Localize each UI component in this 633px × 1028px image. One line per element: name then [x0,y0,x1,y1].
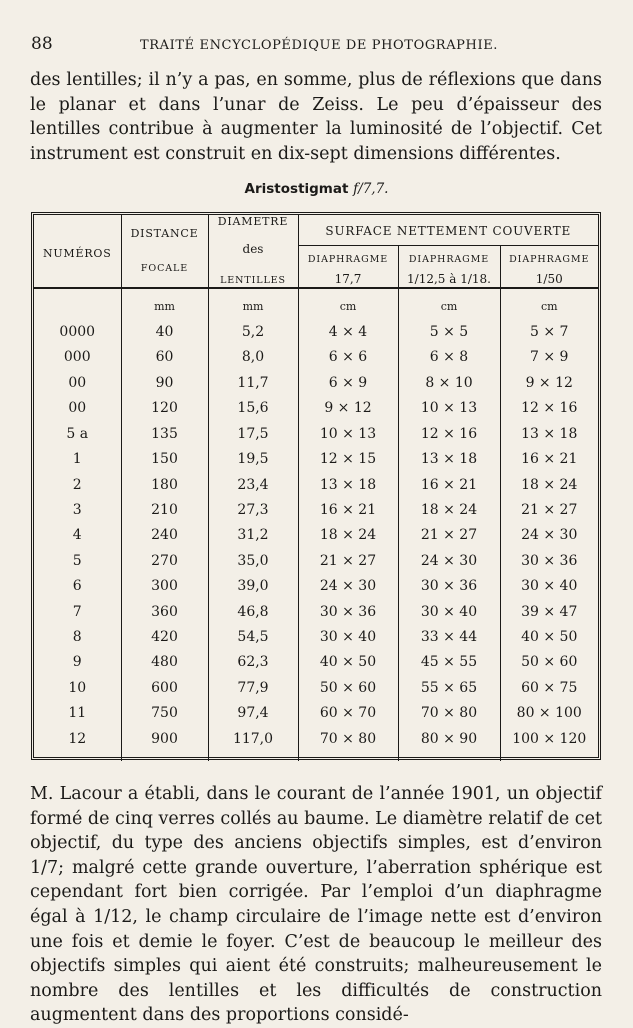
table-cell: 16 × 21 [398,472,500,497]
caption-name: Aristostigmat [244,181,349,197]
table-cell: 21 × 27 [521,501,578,518]
table-cell: 7 × 9 [530,349,569,366]
table-cell: 70 × 80 [298,726,398,751]
table-cell: 180 [121,472,208,497]
table-cell: 5 × 7 [530,323,569,340]
table-cell: 11 [34,701,121,726]
table-cell: 7 [34,599,121,624]
table-cell: 60 [121,345,208,370]
table-cell: 13 × 18 [521,425,578,442]
table-cell: 13 × 18 [298,472,398,497]
table-cell: 5 × 5 [398,319,500,344]
table-cell: 70 × 80 [398,701,500,726]
table-cell: 60 × 75 [521,679,578,696]
header-surface: SURFACE NETTEMENT COUVERTE [298,215,598,245]
table-cell: 300 [121,573,208,598]
header-numeros: NUMÉROS [34,215,121,288]
table-cell: 15,6 [208,396,298,421]
table-cell: 12 × 15 [298,446,398,471]
table-cell: 24 × 30 [398,548,500,573]
table-cell: 18 × 24 [521,476,578,493]
unit-cell: cm [298,288,398,319]
table-cell: 30 × 40 [521,578,578,595]
table-cell: 6 [34,573,121,598]
table-cell: 39,0 [208,573,298,598]
table-row [34,701,598,726]
table-row [34,421,598,446]
table-cell: 54,5 [208,624,298,649]
table-cell: 50 × 60 [298,675,398,700]
table-cell: 80 × 100 [516,705,582,722]
table-row [34,497,598,522]
table-cell: 210 [121,497,208,522]
table-cell: 12 × 16 [521,400,578,417]
table-cell: 55 × 65 [398,675,500,700]
table-cell: 00 [34,370,121,395]
table-cell: 5 a [34,421,121,446]
table-cell: 8,0 [208,345,298,370]
table-row [34,726,598,751]
table-cell: 420 [121,624,208,649]
table-cell: 40 × 50 [298,650,398,675]
table-cell: 30 × 36 [298,599,398,624]
header-diaphragme-2: DIAPHRAGME 1/12,5 à 1/18. [398,245,500,288]
page-number: 88 [31,34,53,54]
table-cell: 117,0 [208,726,298,751]
table-cell: 46,8 [208,599,298,624]
table-cell: 18 × 24 [398,497,500,522]
table-cell: 4 × 4 [298,319,398,344]
header-distance: DISTANCE FOCALE [121,215,208,288]
table-cell: 21 × 27 [298,548,398,573]
table-row [34,319,598,344]
header-diametre: DIAMETRE des LENTILLES [208,215,298,288]
unit-cell: cm [398,288,500,319]
table-cell: 24 × 30 [298,573,398,598]
table-cell: 10 × 13 [398,396,500,421]
header-diaphragme-1: DIAPHRAGME 17,7 [298,245,398,288]
unit-cell: mm [208,288,298,319]
table-cell: 19,5 [208,446,298,471]
table-cell: 27,3 [208,497,298,522]
table-cell: 100 × 120 [512,730,587,747]
table-cell: 18 × 24 [298,523,398,548]
paragraph-2: M. Lacour a établi, dans le courant de l’année 1901, un objectif formé de cinq verres collés au baume. Le diamètre relatif de cet objectif, du type des anciens objectifs simples, est d’environ 1/7; malgré cette grande ouverture, l’aberration sphérique est cependant fort bien corrigée. Par l’emploi d’un diaphragme égal à 1/12, le champ circulaire de l’image nette est d’environ une fois et demie le foyer. C’est de beaucoup le meilleur des objectifs simples qui aient été construits; malheureusement le nombre des lentilles et les difficultés de construction augmentent dans des proportions considé- [30,784,602,1026]
table-cell: 62,3 [208,650,298,675]
table-cell: 23,4 [208,472,298,497]
table-row [34,599,598,624]
table-cell: 40 × 50 [521,629,578,646]
table-cell: 16 × 21 [521,451,578,468]
table-cell: 30 × 36 [521,552,578,569]
table-cell: 11,7 [208,370,298,395]
table-row [34,396,598,421]
table-cell: 16 × 21 [298,497,398,522]
table-cell: 600 [121,675,208,700]
table-cell: 00 [34,396,121,421]
table-cell: 120 [121,396,208,421]
table-cell: 90 [121,370,208,395]
table-cell: 40 [121,319,208,344]
table-cell: 80 × 90 [398,726,500,751]
table-cell: 8 × 10 [398,370,500,395]
table-cell: 39 × 47 [521,603,578,620]
table-cell: 17,5 [208,421,298,446]
table-cell: 21 × 27 [398,523,500,548]
table-cell: 30 × 40 [398,599,500,624]
table-cell: 3 [34,497,121,522]
table-cell: 2 [34,472,121,497]
table-cell: 13 × 18 [398,446,500,471]
table-cell: 150 [121,446,208,471]
table-cell: 6 × 8 [398,345,500,370]
table-cell: 0000 [34,319,121,344]
table-cell: 24 × 30 [521,527,578,544]
table-cell: 97,4 [208,701,298,726]
table-cell: 360 [121,599,208,624]
table-cell: 480 [121,650,208,675]
table-row [34,573,598,598]
table-cell: 33 × 44 [398,624,500,649]
table-bottom-space [34,751,598,761]
table-cell: 35,0 [208,548,298,573]
unit-cell: cm [540,299,558,313]
table-row [34,523,598,548]
table-cell: 31,2 [208,523,298,548]
table-cell: 135 [121,421,208,446]
unit-cell: mm [121,288,208,319]
table-cell: 9 × 12 [298,396,398,421]
table-cell: 12 [34,726,121,751]
table-cell: 6 × 9 [298,370,398,395]
table-cell: 4 [34,523,121,548]
table-cell: 9 × 12 [525,374,573,391]
header-diaphragme-3: DIAPHRAGME 1/50 [500,245,598,288]
table-cell: 30 × 40 [298,624,398,649]
table-cell: 5,2 [208,319,298,344]
table-cell: 77,9 [208,675,298,700]
table-row [34,472,598,497]
table-cell: 000 [34,345,121,370]
table-cell: 8 [34,624,121,649]
table-row [34,548,598,573]
table-cell: 9 [34,650,121,675]
table-row [34,624,598,649]
paragraph-1: des lentilles; il n’y a pas, en somme, plus de réflexions que dans le planar et dans l’unar de Zeiss. Le peu d’épaisseur des lentilles contribue à augmenter la luminosité de l’objectif. Cet instrument est construit en dix-sept dimensions différentes. [30,70,602,164]
table-row [34,446,598,471]
unit-cell [34,288,121,319]
table-cell: 50 × 60 [521,654,578,671]
table-cell: 10 × 13 [298,421,398,446]
table-row [34,675,598,700]
table-row [34,650,598,675]
table-cell: 6 × 6 [298,345,398,370]
table-cell: 240 [121,523,208,548]
table-caption [0,181,633,197]
table-cell: 270 [121,548,208,573]
table-cell: 45 × 55 [398,650,500,675]
lens-table [31,212,601,760]
table-cell: 750 [121,701,208,726]
table-row [34,370,598,395]
table-cell: 900 [121,726,208,751]
table-row [34,345,598,370]
caption-ratio: f/7,7. [353,181,389,197]
running-title: TRAITÉ ENCYCLOPÉDIQUE DE PHOTOGRAPHIE. [140,38,499,53]
table-cell: 12 × 16 [398,421,500,446]
table-cell: 5 [34,548,121,573]
table-cell: 60 × 70 [298,701,398,726]
table-cell: 1 [34,446,121,471]
table-cell: 10 [34,675,121,700]
units-row [34,288,598,319]
table-cell: 30 × 36 [398,573,500,598]
